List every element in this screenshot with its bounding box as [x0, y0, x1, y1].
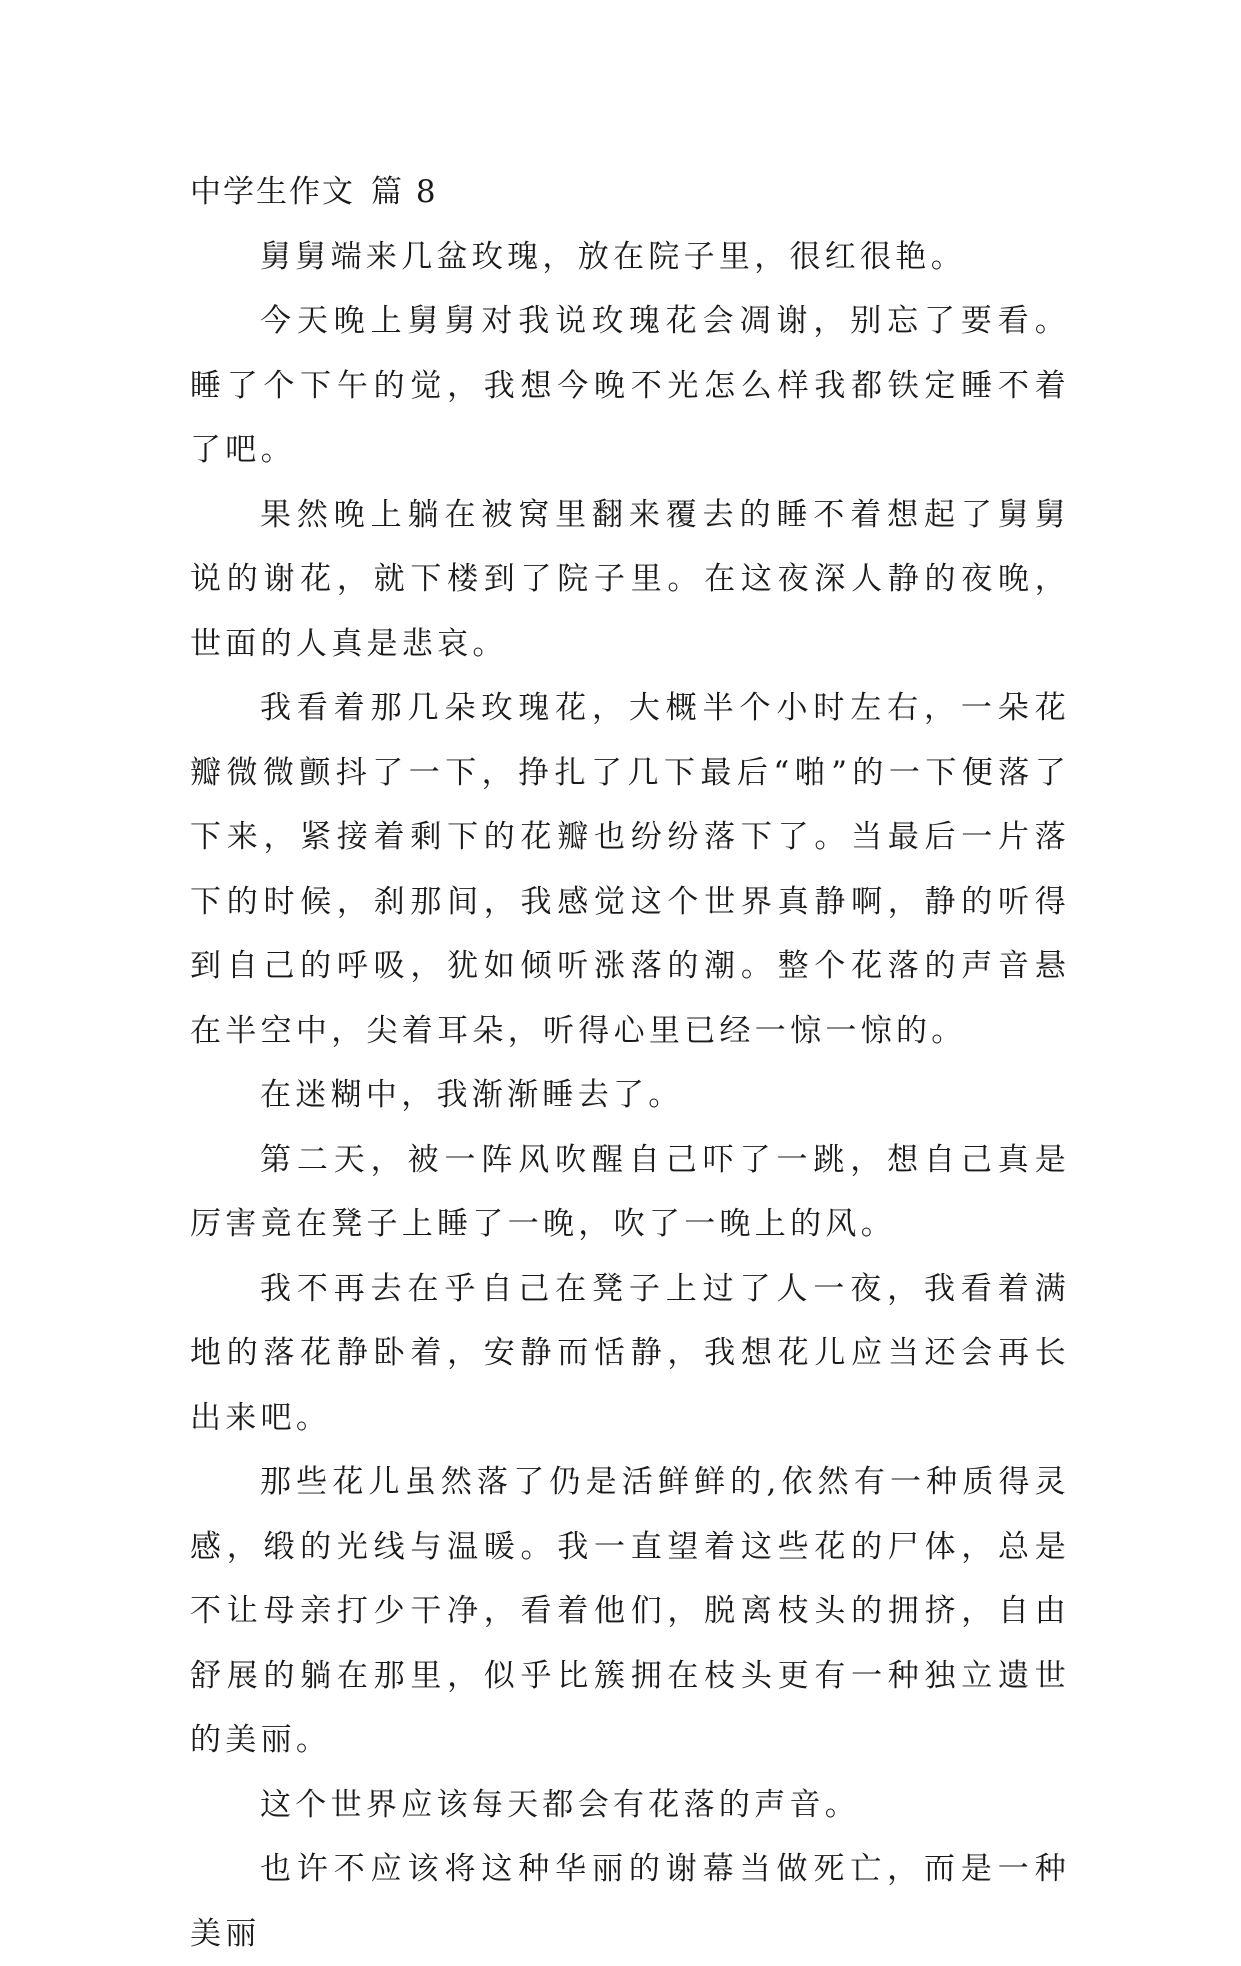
paragraph: 这个世界应该每天都会有花落的声音。 [260, 1786, 861, 1823]
paragraph: 也许不应该将这种华丽的谢幕当做死亡，而是一种美丽 [190, 1851, 1070, 1952]
essay-title-section: 篇 8 [371, 174, 438, 210]
paragraph: 果然晚上躺在被窝里翻来覆去的睡不着想起了舅舅说的谢花，就下楼到了院子里。在这夜深人静的夜晚，世面的人真是悲哀。 [190, 496, 1070, 662]
essay-body [190, 160, 1070, 1966]
paragraph: 第二天，被一阵风吹醒自己吓了一跳，想自己真是厉害竟在凳子上睡了一晚，吹了一晚上的风。 [190, 1141, 1070, 1242]
paragraph: 今天晚上舅舅对我说玫瑰花会凋谢，别忘了要看。睡了个下午的觉，我想今晚不光怎么样我都铁定睡不着了吧。 [190, 303, 1070, 468]
paragraph: 那些花儿虽然落了仍是活鲜鲜的,依然有一种质得灵感，缎的光线与温暖。我一直望着这些花的尸体，总是不让母亲打少干净，看着他们，脱离枝头的拥挤，自由舒展的躺在那里，似乎比簇拥在枝头更有一种独立遗世的美丽。 [190, 1464, 1070, 1758]
essay-title [190, 160, 1070, 225]
paragraph: 在迷糊中，我渐渐睡去了。 [260, 1077, 684, 1113]
paragraph: 舅舅端来几盆玫瑰，放在院子里，很红很艳。 [260, 238, 966, 275]
paragraph: 我不再去在乎自己在凳子上过了人一夜，我看着满地的落花静卧着，安静而恬静，我想花儿应当还会再长出来吧。 [190, 1270, 1070, 1436]
essay-title-main: 中学生作文 [190, 174, 355, 210]
paragraph: 我看着那几朵玫瑰花，大概半个小时左右，一朵花瓣微微颤抖了一下，挣扎了几下最后“啪”的一下便落了下来，紧接着剩下的花瓣也纷纷落下了。当最后一片落下的时候，刹那间，我感觉这个世界真静啊，静的听得到自己的呼吸，犹如倾听涨落的潮。整个花落的声音悬在半空中，尖着耳朵，听得心里已经一惊一惊的。 [190, 690, 1070, 1049]
